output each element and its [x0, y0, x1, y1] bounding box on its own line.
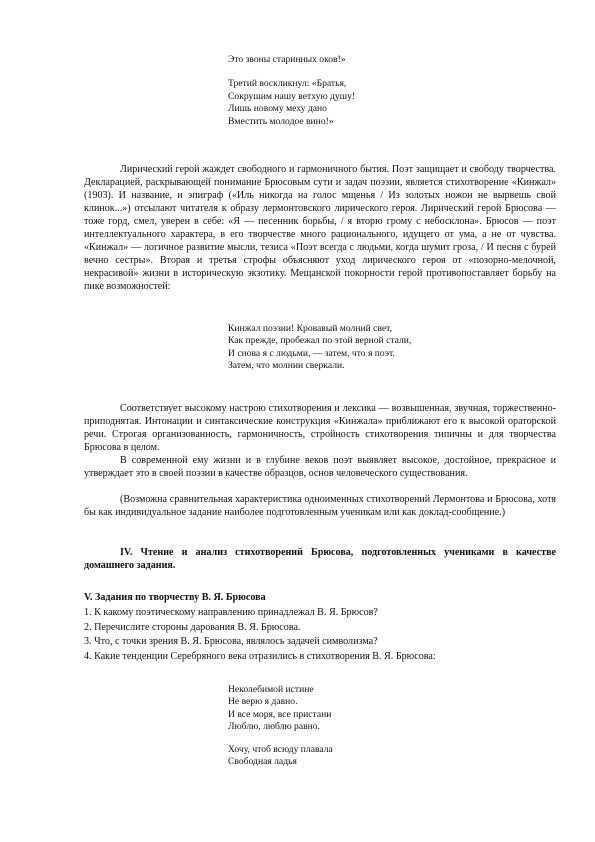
poem-line: Хочу, чтоб всюду плавала	[228, 743, 333, 755]
task-item: 3. Что, с точки зрения В. Я. Брюсова, являлось задачей символизма?	[84, 636, 378, 648]
paragraph-ideals: В современной ему жизни и в глубине веков поэт выявляет высокое, достойное, прекрасное и утверждает это в своей поэзии в качестве образцов, основ человеческого существования.	[84, 455, 556, 480]
paragraph-lexicon: Соответствует высокому настрою стихотворения и лексика — возвышенная, звучная, торжественно-приподнятая. Интонации и синтаксические конструкция «Кинжала» приближают его к высокой ораторской речи. Строгая организованность, гармоничность, стройность стихотворения типичны и для творчества Брюсова в целом.	[84, 403, 556, 454]
poem-line: Свободная ладья	[228, 756, 297, 768]
poem-excerpt-kinzhal	[228, 323, 411, 373]
task-item: 2. Перечислите стороны дарования В. Я. Брюсова.	[84, 621, 301, 633]
poem-line: Это звоны старинных оков!»	[228, 54, 346, 65]
poem-line: Неколебимой истине	[228, 684, 314, 695]
stanza-gap	[228, 734, 333, 744]
task-item: 1. К какому поэтическому направлению принадлежал В. Я. Брюсов?	[84, 607, 378, 618]
section-iv-heading: IV. Чтение и анализ стихотворений Брюсова, подготовленных учениками в качестве домашнего задания.	[84, 547, 556, 572]
task-list	[84, 606, 564, 664]
task-item: 4. Какие тенденции Серебряного века отразились в стихотворения В. Я. Брюсова:	[84, 650, 436, 662]
poem-line: Сокрушим нашу ветхую душу!	[228, 90, 356, 102]
paragraph-comparison-note: (Возможна сравнительная характеристика одноименных стихотворений Лермонтова и Брюсова, хотя бы как индивидуальное задание наиболее подготовленным ученикам или как доклад-сообщение.)	[84, 494, 556, 519]
poem-line: Вместить молодое вино!»	[228, 115, 334, 127]
poem-line: Как прежде, пробежал по этой верной стали,	[228, 335, 412, 347]
poem-excerpt-1	[228, 54, 355, 128]
poem-excerpt-3	[228, 684, 333, 768]
paragraph-kinzhal-analysis: Лирический герой жаждет свободного и гармоничного бытия. Поэт защищает и свободу творчества. Декларацией, раскрывающей понимание Брюсовым сути и задач поэзии, является стихотворение «Кинжал» (1903). И название, и эпиграф («Иль никогда на голос мщенья / Из золотых ножон не вырвешь свой клинок...») отсылают читателя к образу лермонтовского лирического героя. Лирический герой Брюсова — тоже горд, смел, уверен в себе: «Я — песенник борьбы, / я вторю грому с небосклона». Брюсов — поэт интеллектуального характера, в его творчестве много рационального, идущего от ума, а не от чувства. «Кинжал» — логичное развитие мысли, тезиса «Поэт всегда с людьми, когда шумит гроза, / И песня с бурей вечно сестры». Вторая и третья строфы объясняют уход лирического героя от «позорно-мелочной, некрасивой» жизни в историческую экзотику. Мещанской покорности герой противопоставляет борьбу на пике возможностей:	[84, 164, 556, 293]
poem-line: Не верю я давно.	[228, 696, 298, 708]
poem-line: Третий воскликнул: «Братья,	[228, 78, 347, 90]
poem-line: Кинжал поэзии! Кровавый молний свет,	[228, 323, 392, 334]
section-v-heading: V. Задания по творчеству В. Я. Брюсова	[84, 592, 266, 603]
poem-line: Люблю, люблю равно.	[228, 721, 320, 733]
poem-line: Затем, что молнии сверкали.	[228, 360, 345, 372]
poem-line: И снова я с людьми, — затем, что я поэт.	[228, 347, 395, 359]
poem-line: И все моря, все пристани	[228, 708, 332, 720]
poem-line: Лишь новому меху дано	[228, 103, 327, 115]
stanza-gap	[228, 66, 355, 78]
